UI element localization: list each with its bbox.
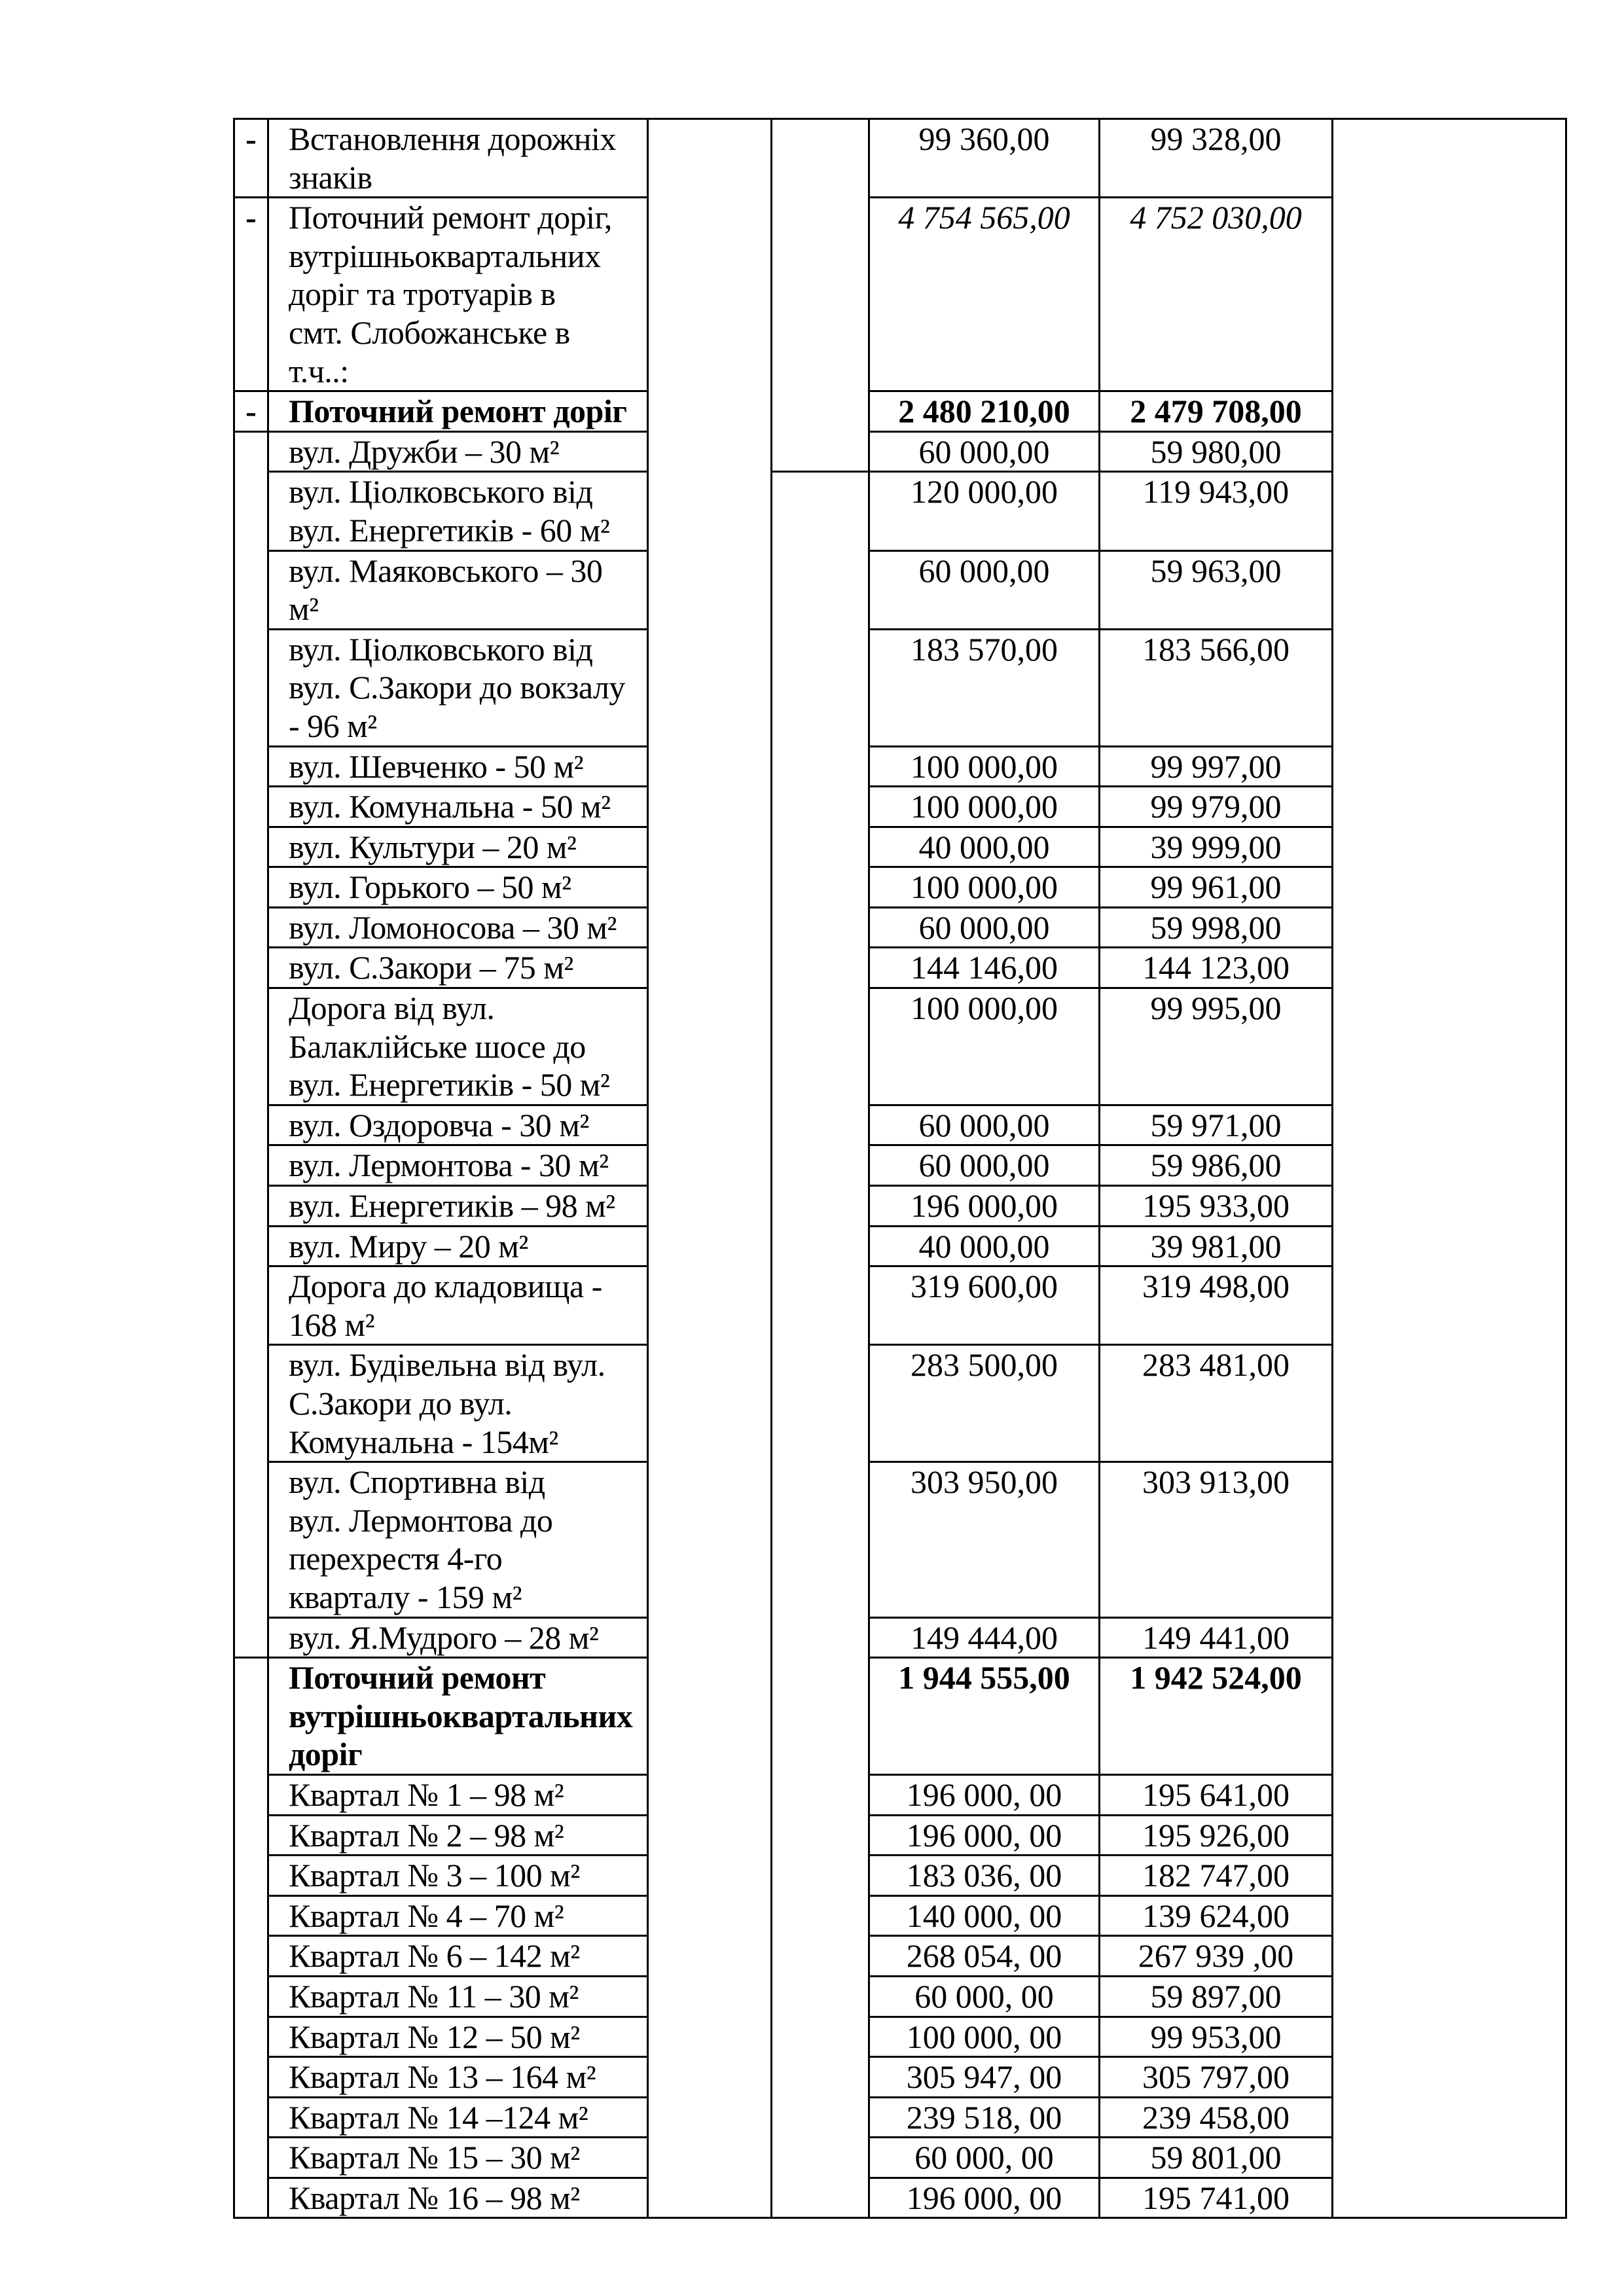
actual-amount: 99 953,00 (1100, 2017, 1333, 2057)
item-name: Поточний ремонт доріг, вутрішньоквартальних доріг та тротуарів в смт. Слобожанське в т.ч..: (268, 198, 648, 391)
actual-amount: 139 624,00 (1100, 1895, 1333, 1936)
item-name: вул. Культури – 20 м² (268, 827, 648, 867)
actual-amount: 59 980,00 (1100, 431, 1333, 472)
actual-amount: 239 458,00 (1100, 2097, 1333, 2138)
planned-amount: 1 944 555,00 (869, 1658, 1100, 1775)
actual-amount: 1 942 524,00 (1100, 1658, 1333, 1775)
item-name: вул. Ломоносова – 30 м² (268, 907, 648, 948)
planned-amount: 60 000,00 (869, 1105, 1100, 1145)
planned-amount: 40 000,00 (869, 827, 1100, 867)
row-marker: - (234, 391, 268, 432)
item-name: Квартал № 13 – 164 м² (268, 2057, 648, 2098)
row-marker: - (234, 119, 268, 198)
item-name: вул. Комунальна - 50 м² (268, 787, 648, 827)
item-name: Квартал № 14 –124 м² (268, 2097, 648, 2138)
actual-amount: 99 328,00 (1100, 119, 1333, 198)
item-name: вул. Оздоровча - 30 м² (268, 1105, 648, 1145)
planned-amount: 99 360,00 (869, 119, 1100, 198)
actual-amount: 59 963,00 (1100, 550, 1333, 629)
planned-amount: 100 000,00 (869, 867, 1100, 908)
actual-amount: 39 999,00 (1100, 827, 1333, 867)
planned-amount: 2 480 210,00 (869, 391, 1100, 432)
actual-amount: 267 939 ,00 (1100, 1936, 1333, 1977)
planned-amount: 100 000,00 (869, 746, 1100, 787)
item-name: вул. Енергетиків – 98 м² (268, 1186, 648, 1227)
item-name: Квартал № 16 – 98 м² (268, 2178, 648, 2218)
actual-amount: 195 926,00 (1100, 1815, 1333, 1856)
actual-amount: 2 479 708,00 (1100, 391, 1333, 432)
item-name: Квартал № 15 – 30 м² (268, 2138, 648, 2178)
planned-amount: 196 000, 00 (869, 2178, 1100, 2218)
planned-amount: 239 518, 00 (869, 2097, 1100, 2138)
planned-amount: 140 000, 00 (869, 1895, 1100, 1936)
planned-amount: 196 000, 00 (869, 1815, 1100, 1856)
item-name: Квартал № 1 – 98 м² (268, 1774, 648, 1815)
item-name: вул. Миру – 20 м² (268, 1226, 648, 1266)
actual-amount: 4 752 030,00 (1100, 198, 1333, 391)
item-name: Поточний ремонт вутрішньоквартальних доріг (268, 1658, 648, 1775)
empty-column-cell (772, 119, 869, 472)
actual-amount: 182 747,00 (1100, 1856, 1333, 1896)
actual-amount: 283 481,00 (1100, 1345, 1333, 1462)
item-name: вул. Дружби – 30 м² (268, 431, 648, 472)
actual-amount: 195 641,00 (1100, 1774, 1333, 1815)
item-name: вул. Будівельна від вул. С.Закори до вул. Комунальна - 154м² (268, 1345, 648, 1462)
actual-amount: 144 123,00 (1100, 948, 1333, 988)
row-marker-group (234, 1658, 268, 2218)
planned-amount: 60 000,00 (869, 431, 1100, 472)
planned-amount: 283 500,00 (869, 1345, 1100, 1462)
notes-column-cell (1333, 119, 1566, 2218)
row-marker: - (234, 198, 268, 391)
actual-amount: 99 997,00 (1100, 746, 1333, 787)
empty-column-cell (648, 119, 772, 2218)
planned-amount: 120 000,00 (869, 472, 1100, 550)
planned-amount: 60 000, 00 (869, 2138, 1100, 2178)
item-name: вул. Ціолковського від вул. С.Закори до вокзалу - 96 м² (268, 629, 648, 746)
actual-amount: 59 897,00 (1100, 1976, 1333, 2017)
planned-amount: 196 000, 00 (869, 1774, 1100, 1815)
actual-amount: 195 741,00 (1100, 2178, 1333, 2218)
planned-amount: 268 054, 00 (869, 1936, 1100, 1977)
item-name: Дорога до кладовища - 168 м² (268, 1266, 648, 1345)
actual-amount: 59 998,00 (1100, 907, 1333, 948)
actual-amount: 99 979,00 (1100, 787, 1333, 827)
budget-table (233, 118, 1567, 2219)
planned-amount: 60 000,00 (869, 1145, 1100, 1186)
actual-amount: 195 933,00 (1100, 1186, 1333, 1227)
planned-amount: 303 950,00 (869, 1462, 1100, 1617)
planned-amount: 60 000,00 (869, 907, 1100, 948)
item-name: вул. С.Закори – 75 м² (268, 948, 648, 988)
item-name: вул. Спортивна від вул. Лермонтова до перехрестя 4-го кварталу - 159 м² (268, 1462, 648, 1617)
planned-amount: 100 000, 00 (869, 2017, 1100, 2057)
item-name: Встановлення дорожніх знаків (268, 119, 648, 198)
item-name: Квартал № 12 – 50 м² (268, 2017, 648, 2057)
actual-amount: 305 797,00 (1100, 2057, 1333, 2098)
item-name: Дорога від вул. Балаклійське шосе до вул. Енергетиків - 50 м² (268, 988, 648, 1105)
planned-amount: 100 000,00 (869, 988, 1100, 1105)
planned-amount: 183 570,00 (869, 629, 1100, 746)
item-name: вул. Лермонтова - 30 м² (268, 1145, 648, 1186)
planned-amount: 183 036, 00 (869, 1856, 1100, 1896)
table-row (234, 119, 1566, 198)
planned-amount: 305 947, 00 (869, 2057, 1100, 2098)
item-name: вул. Ціолковського від вул. Енергетиків - 60 м² (268, 472, 648, 550)
item-name: Квартал № 11 – 30 м² (268, 1976, 648, 2017)
planned-amount: 60 000, 00 (869, 1976, 1100, 2017)
actual-amount: 59 986,00 (1100, 1145, 1333, 1186)
planned-amount: 196 000,00 (869, 1186, 1100, 1227)
row-marker-group (234, 431, 268, 1657)
actual-amount: 303 913,00 (1100, 1462, 1333, 1617)
item-name: Квартал № 2 – 98 м² (268, 1815, 648, 1856)
actual-amount: 319 498,00 (1100, 1266, 1333, 1345)
planned-amount: 4 754 565,00 (869, 198, 1100, 391)
planned-amount: 60 000,00 (869, 550, 1100, 629)
planned-amount: 149 444,00 (869, 1617, 1100, 1658)
item-name: вул. Я.Мудрого – 28 м² (268, 1617, 648, 1658)
item-name: вул. Маяковського – 30 м² (268, 550, 648, 629)
actual-amount: 59 971,00 (1100, 1105, 1333, 1145)
item-name: Поточний ремонт доріг (268, 391, 648, 432)
actual-amount: 99 995,00 (1100, 988, 1333, 1105)
actual-amount: 59 801,00 (1100, 2138, 1333, 2178)
planned-amount: 319 600,00 (869, 1266, 1100, 1345)
actual-amount: 99 961,00 (1100, 867, 1333, 908)
planned-amount: 100 000,00 (869, 787, 1100, 827)
actual-amount: 183 566,00 (1100, 629, 1333, 746)
planned-amount: 40 000,00 (869, 1226, 1100, 1266)
actual-amount: 119 943,00 (1100, 472, 1333, 550)
item-name: Квартал № 6 – 142 м² (268, 1936, 648, 1977)
item-name: вул. Шевченко - 50 м² (268, 746, 648, 787)
item-name: вул. Горького – 50 м² (268, 867, 648, 908)
planned-amount: 144 146,00 (869, 948, 1100, 988)
item-name: Квартал № 3 – 100 м² (268, 1856, 648, 1896)
item-name: Квартал № 4 – 70 м² (268, 1895, 648, 1936)
actual-amount: 149 441,00 (1100, 1617, 1333, 1658)
actual-amount: 39 981,00 (1100, 1226, 1333, 1266)
empty-column-cell (772, 472, 869, 2218)
